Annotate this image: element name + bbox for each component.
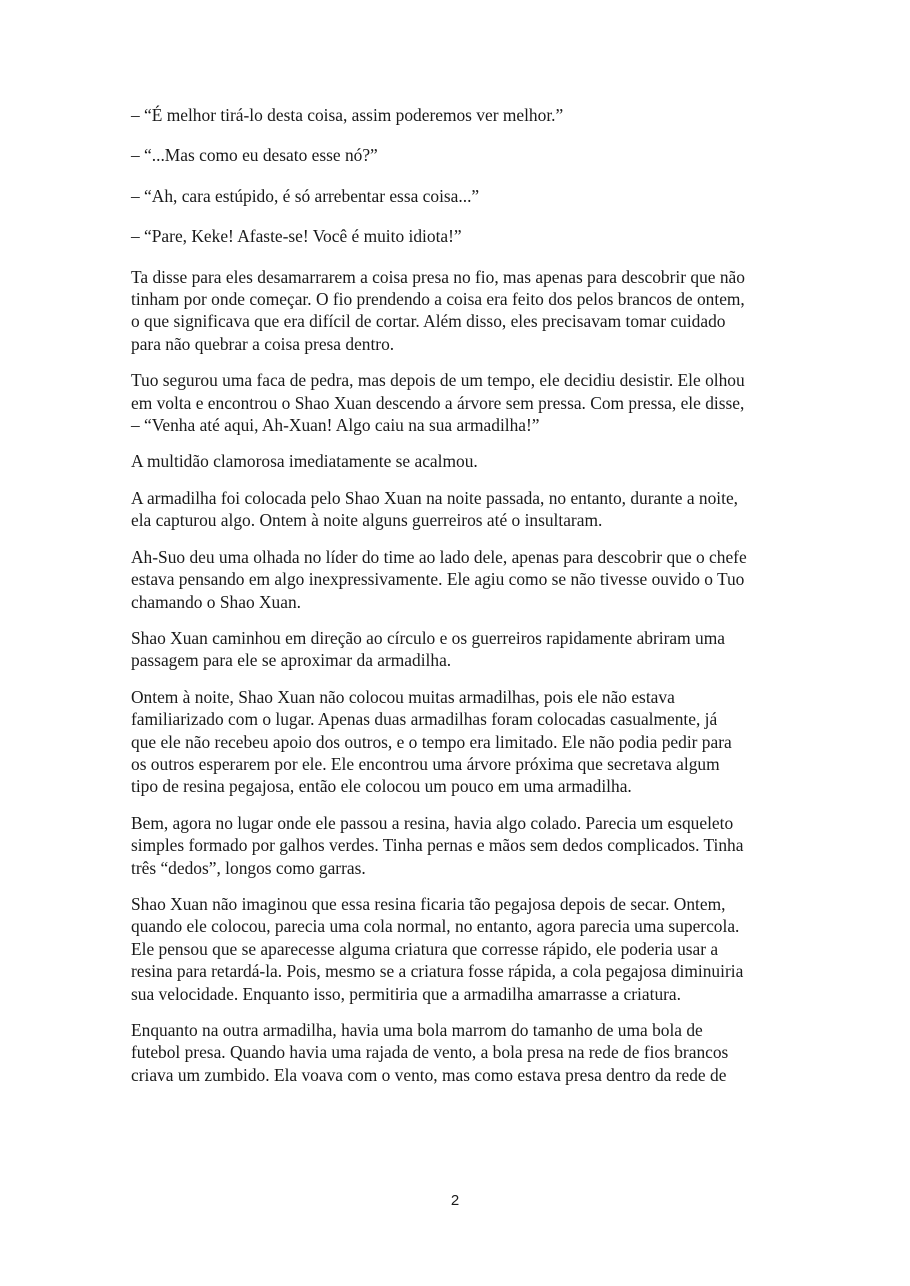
body-paragraph: Shao Xuan caminhou em direção ao círculo e os guerreiros rapidamente abriram uma passagem para ele se aproximar da armadilha. [131, 627, 725, 671]
dialogue-line: – “Pare, Keke! Afaste-se! Você é muito idiota!” [131, 226, 462, 247]
body-paragraph: A armadilha foi colocada pelo Shao Xuan na noite passada, no entanto, durante a noite, ela capturou algo. Ontem à noite alguns guerreiros até o insultaram. [131, 487, 739, 531]
document-page [131, 104, 781, 1100]
dialogue-line: – “É melhor tirá-lo desta coisa, assim poderemos ver melhor.” [131, 105, 564, 125]
dialogue-line: – “...Mas como eu desato esse nó?” [131, 145, 378, 166]
body-paragraph: Ontem à noite, Shao Xuan não colocou muitas armadilhas, pois ele não estava familiarizado com o lugar. Apenas duas armadilhas foram colocadas casualmente, já que ele não recebeu apoio dos outros, e o tempo era limitado. Ele não podia pedir para os outros esperarem por ele. Ele encontrou uma árvore próxima que secretava algum tipo de resina pegajosa, então ele colocou um pouco em uma armadilha. [131, 686, 732, 797]
body-paragraph: Ah-Suo deu uma olhada no líder do time ao lado dele, apenas para descobrir que o chefe estava pensando em algo inexpressivamente. Ele agiu como se não tivesse ouvido o Tuo chamando o Shao Xuan. [131, 546, 747, 612]
body-paragraph: Enquanto na outra armadilha, havia uma bola marrom do tamanho de uma bola de futebol presa. Quando havia uma rajada de vento, a bola presa na rede de fios brancos criava um zumbido. Ela voava com o vento, mas como estava presa dentro da rede de [131, 1020, 729, 1085]
body-paragraph: Tuo segurou uma faca de pedra, mas depois de um tempo, ele decidiu desistir. Ele olhou em volta e encontrou o Shao Xuan descendo a árvore sem pressa. Com pressa, ele disse, – “Venha até aqui, Ah-Xuan! Algo caiu na sua armadilha!” [131, 370, 745, 436]
body-paragraph: Ta disse para eles desamarrarem a coisa presa no fio, mas apenas para descobrir que não tinham por onde começar. O fio prendendo a coisa era feito dos pelos brancos de ontem, o que significava que era difícil de cortar. Além disso, eles precisavam tomar cuidado para não quebrar a coisa presa dentro. [131, 266, 745, 354]
body-paragraph: Shao Xuan não imaginou que essa resina ficaria tão pegajosa depois de secar. Ontem, quando ele colocou, parecia uma cola normal, no entanto, agora parecia uma supercola. Ele pensou que se aparecesse alguma criatura que corresse rápido, ele poderia usar a resina para retardá-la. Pois, mesmo se a criatura fosse rápida, a cola pegajosa diminuiria sua velocidade. Enquanto isso, permitiria que a armadilha amarrasse a criatura. [131, 893, 744, 1004]
page-number: 2 [450, 1192, 460, 1209]
body-paragraph: Bem, agora no lugar onde ele passou a resina, havia algo colado. Parecia um esqueleto simples formado por galhos verdes. Tinha pernas e mãos sem dedos complicados. Tinha três “dedos”, longos como garras. [131, 812, 744, 878]
body-paragraph: A multidão clamorosa imediatamente se acalmou. [131, 451, 478, 472]
dialogue-line: – “Ah, cara estúpido, é só arrebentar essa coisa...” [131, 185, 480, 206]
